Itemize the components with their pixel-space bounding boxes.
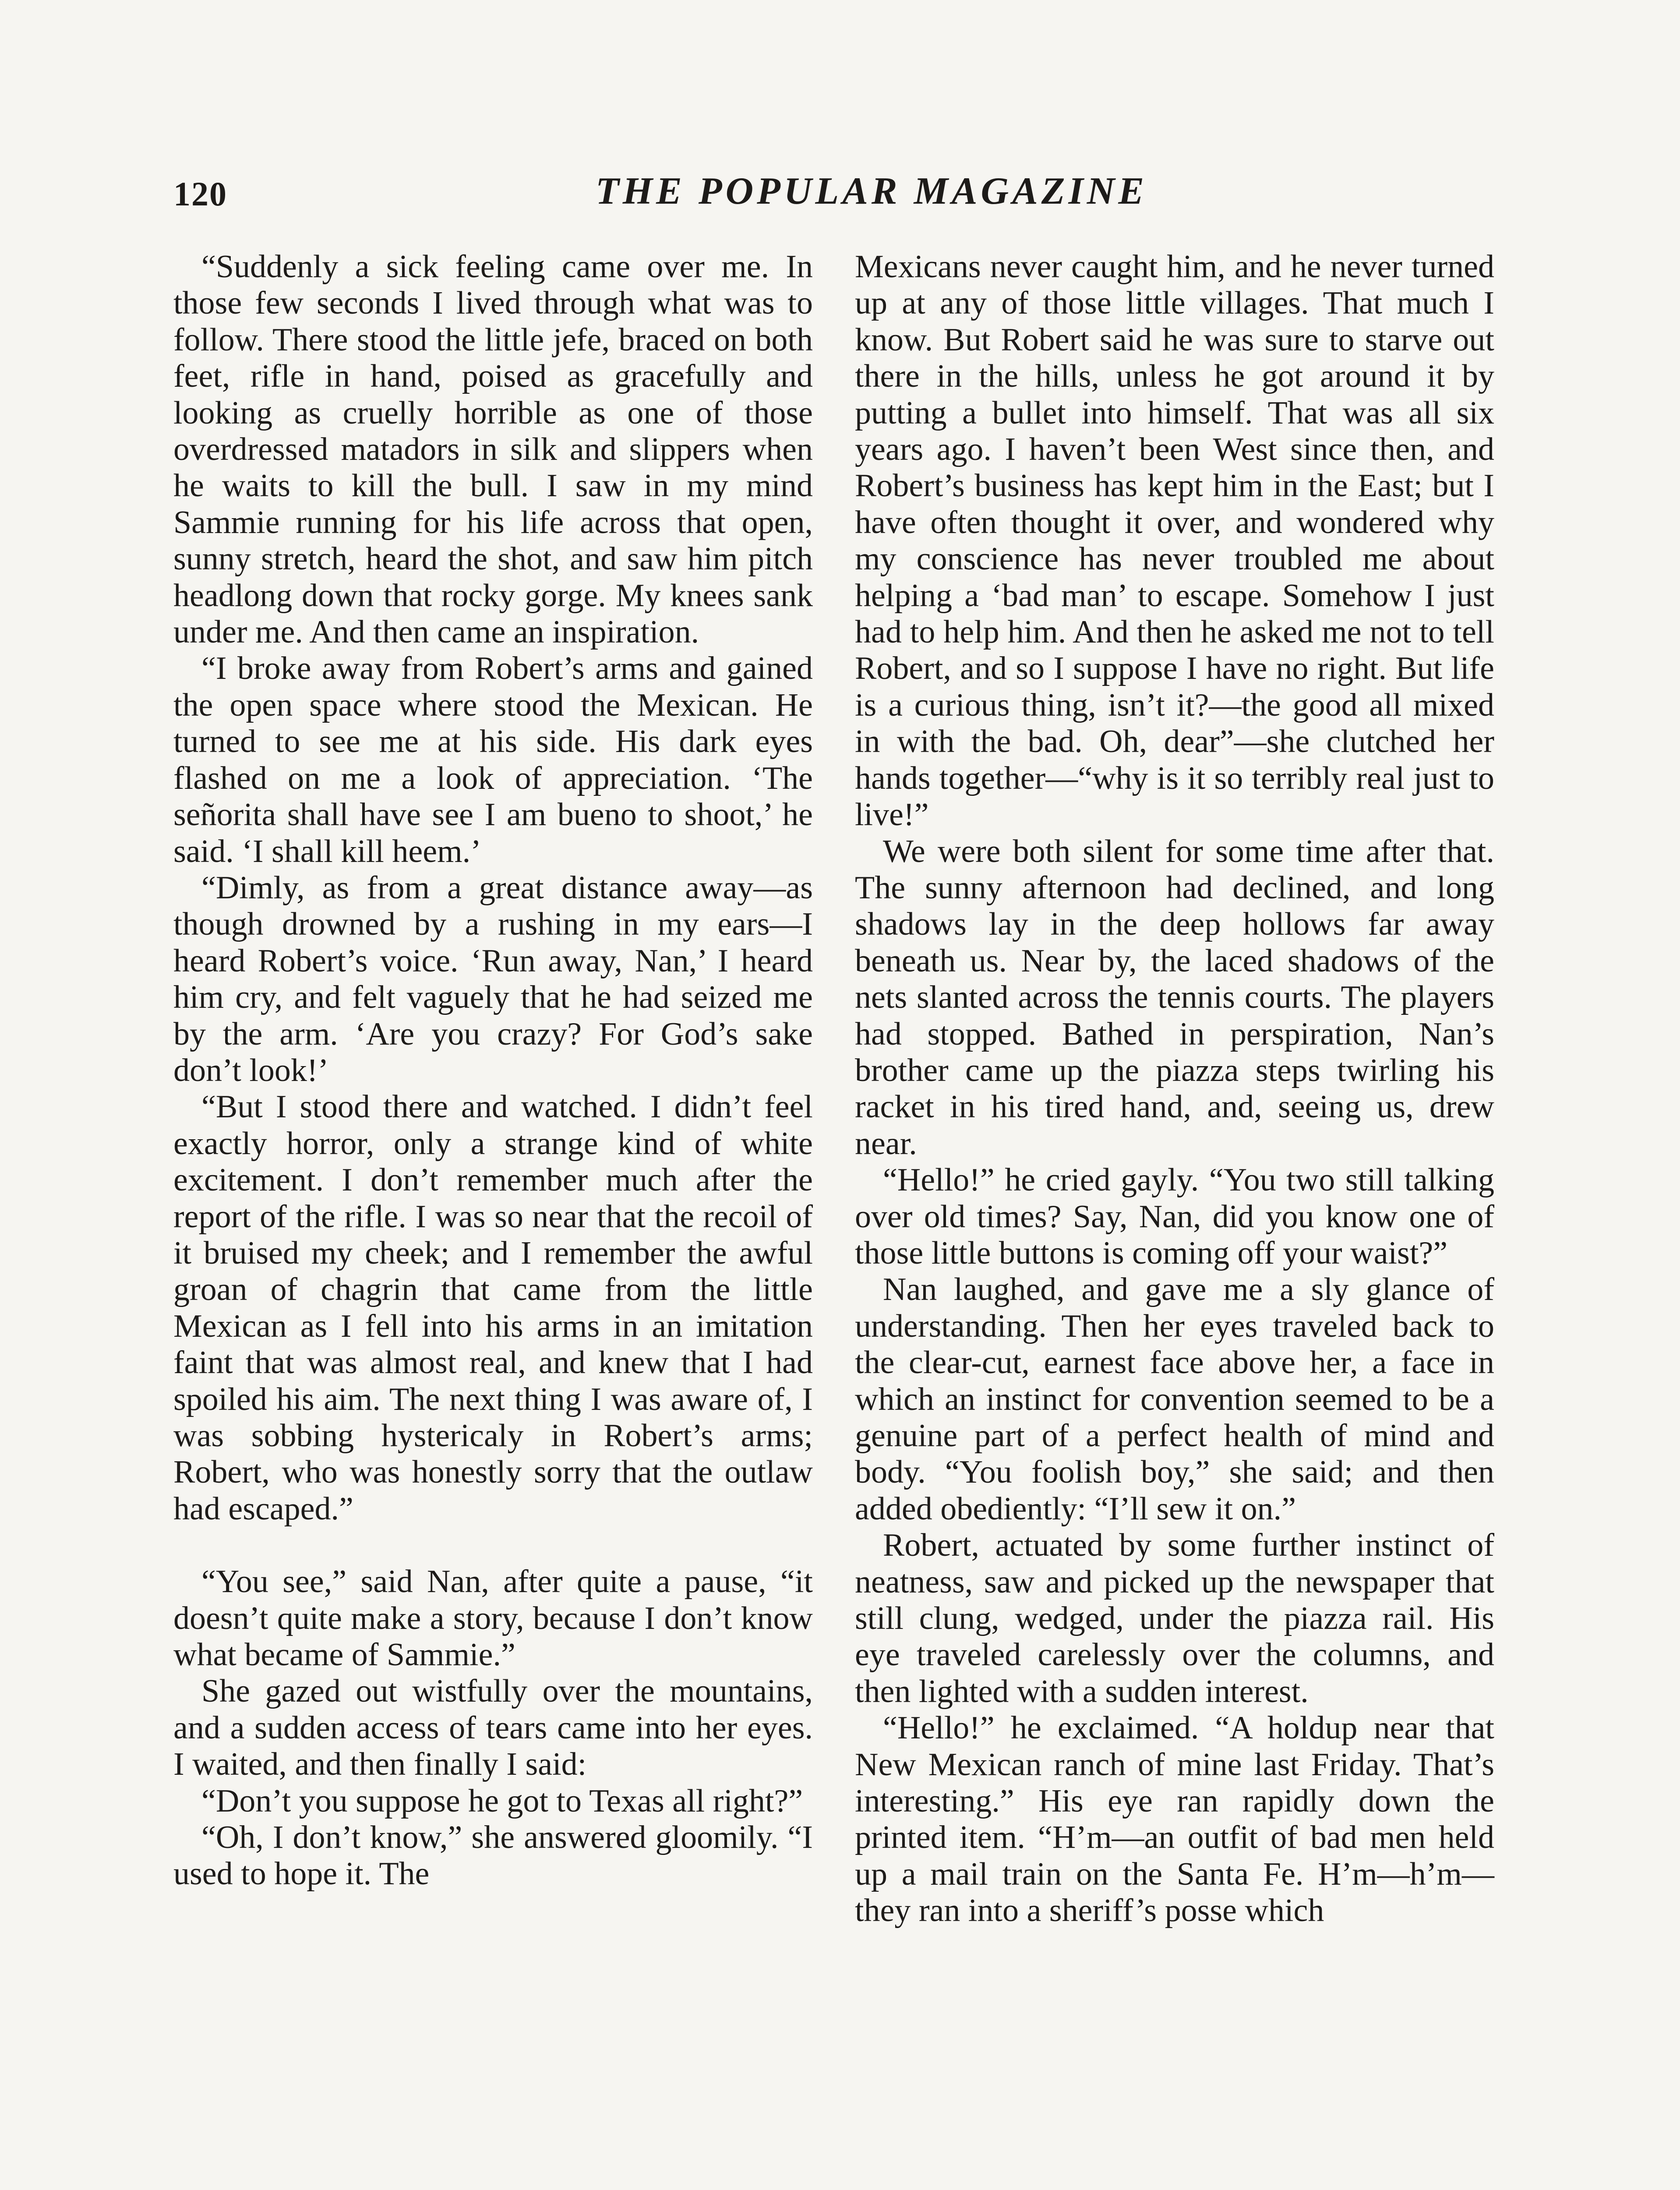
paragraph: Robert, actuated by some further instinct of neatness, saw and picked up the newspaper that still clung, wedged, under the piazza rail. His eye traveled carelessly over the columns, and then lighted with a sudden interest. — [855, 1527, 1494, 1710]
paragraph: Nan laughed, and gave me a sly glance of understanding. Then her eyes traveled back to the clear-cut, earnest face above her, a face in which an instinct for convention seemed to be a genuine part of a perfect health of mind and body. “You foolish boy,” she said; and then added obediently: “I’ll sew it on.” — [855, 1272, 1494, 1527]
running-head: THE POPULAR MAGAZINE — [595, 170, 1148, 212]
paragraph: We were both silent for some time after that. The sunny afternoon had declined, and long shadows lay in the deep hollows far away beneath us. Near by, the laced shadows of the nets slanted across the tennis courts. The players had stopped. Bathed in perspiration, Nan’s brother came up the piazza steps twirling his racket in his tired hand, and, seeing us, drew near. — [855, 833, 1494, 1162]
paragraph: “Oh, I don’t know,” she answered gloomily. “I used to hope it. The — [173, 1819, 813, 1892]
paragraph: Mexicans never caught him, and he never turned up at any of those little villages. That much I know. But Robert said he was sure to starve out there in the hills, unless he got around it by putting a bullet into himself. That was all six years ago. I haven’t been West since then, and Robert’s business has kept him in the East; but I have often thought it over, and wondered why my conscience has never troubled me about helping a ‘bad man’ to escape. Somehow I just had to help him. And then he asked me not to tell Robert, and so I suppose I have no right. But life is a curious thing, isn’t it?—the good all mixed in with the bad. Oh, dear”—she clutched her hands together—“why is it so terribly real just to live!” — [855, 249, 1494, 833]
paragraph: “Suddenly a sick feeling came over me. In those few seconds I lived through what was to follow. There stood the little jefe, braced on both feet, rifle in hand, poised as gracefully and looking as cruelly horrible as one of those overdressed matadors in silk and slippers when he waits to kill the bull. I saw in my mind Sammie running for his life across that open, sunny stretch, heard the shot, and saw him pitch headlong down that rocky gorge. My knees sank under me. And then came an inspiration. — [173, 249, 813, 650]
right-column — [855, 249, 1494, 1929]
paragraph: She gazed out wistfully over the mountains, and a sudden access of tears came into her eyes. I waited, and then finally I said: — [173, 1673, 813, 1783]
paragraph: “Don’t you suppose he got to Texas all right?” — [201, 1783, 803, 1819]
left-column — [173, 249, 813, 1893]
paragraph: “But I stood there and watched. I didn’t feel exactly horror, only a strange kind of white excitement. I don’t remember much after the report of the rifle. I was so near that the recoil of it bruised my cheek; and I remember the awful groan of chagrin that came from the little Mexican as I fell into his arms in an imitation faint that was almost real, and knew that I had spoiled his aim. The next thing I was aware of, I was sobbing hystericaly in Robert’s arms; Robert, who was honestly sorry that the outlaw had escaped.” — [173, 1089, 813, 1527]
paragraph: “Hello!” he exclaimed. “A holdup near that New Mexican ranch of mine last Friday. That’s interesting.” His eye ran rapidly down the printed item. “H’m—an outfit of bad men held up a mail train on the Santa Fe. H’m—h’m—they ran into a sheriff’s posse which — [855, 1710, 1494, 1929]
page-number: 120 — [173, 175, 227, 213]
paragraph: “You see,” said Nan, after quite a pause, “it doesn’t quite make a story, because I don’t know what became of Sammie.” — [173, 1564, 813, 1673]
paragraph: “Dimly, as from a great distance away—as though drowned by a rushing in my ears—I heard Robert’s voice. ‘Run away, Nan,’ I heard him cry, and felt vaguely that he had seized me by the arm. ‘Are you crazy? For God’s sake don’t look!’ — [173, 869, 813, 1088]
paragraph: “I broke away from Robert’s arms and gained the open space where stood the Mexican. He turned to see me at his side. His dark eyes flashed on me a look of appreciation. ‘The señorita shall have see I am bueno to shoot,’ he said. ‘I shall kill heem.’ — [173, 650, 813, 869]
paragraph: “Hello!” he cried gayly. “You two still talking over old times? Say, Nan, did you know one of those little buttons is coming off your waist?” — [855, 1162, 1494, 1271]
